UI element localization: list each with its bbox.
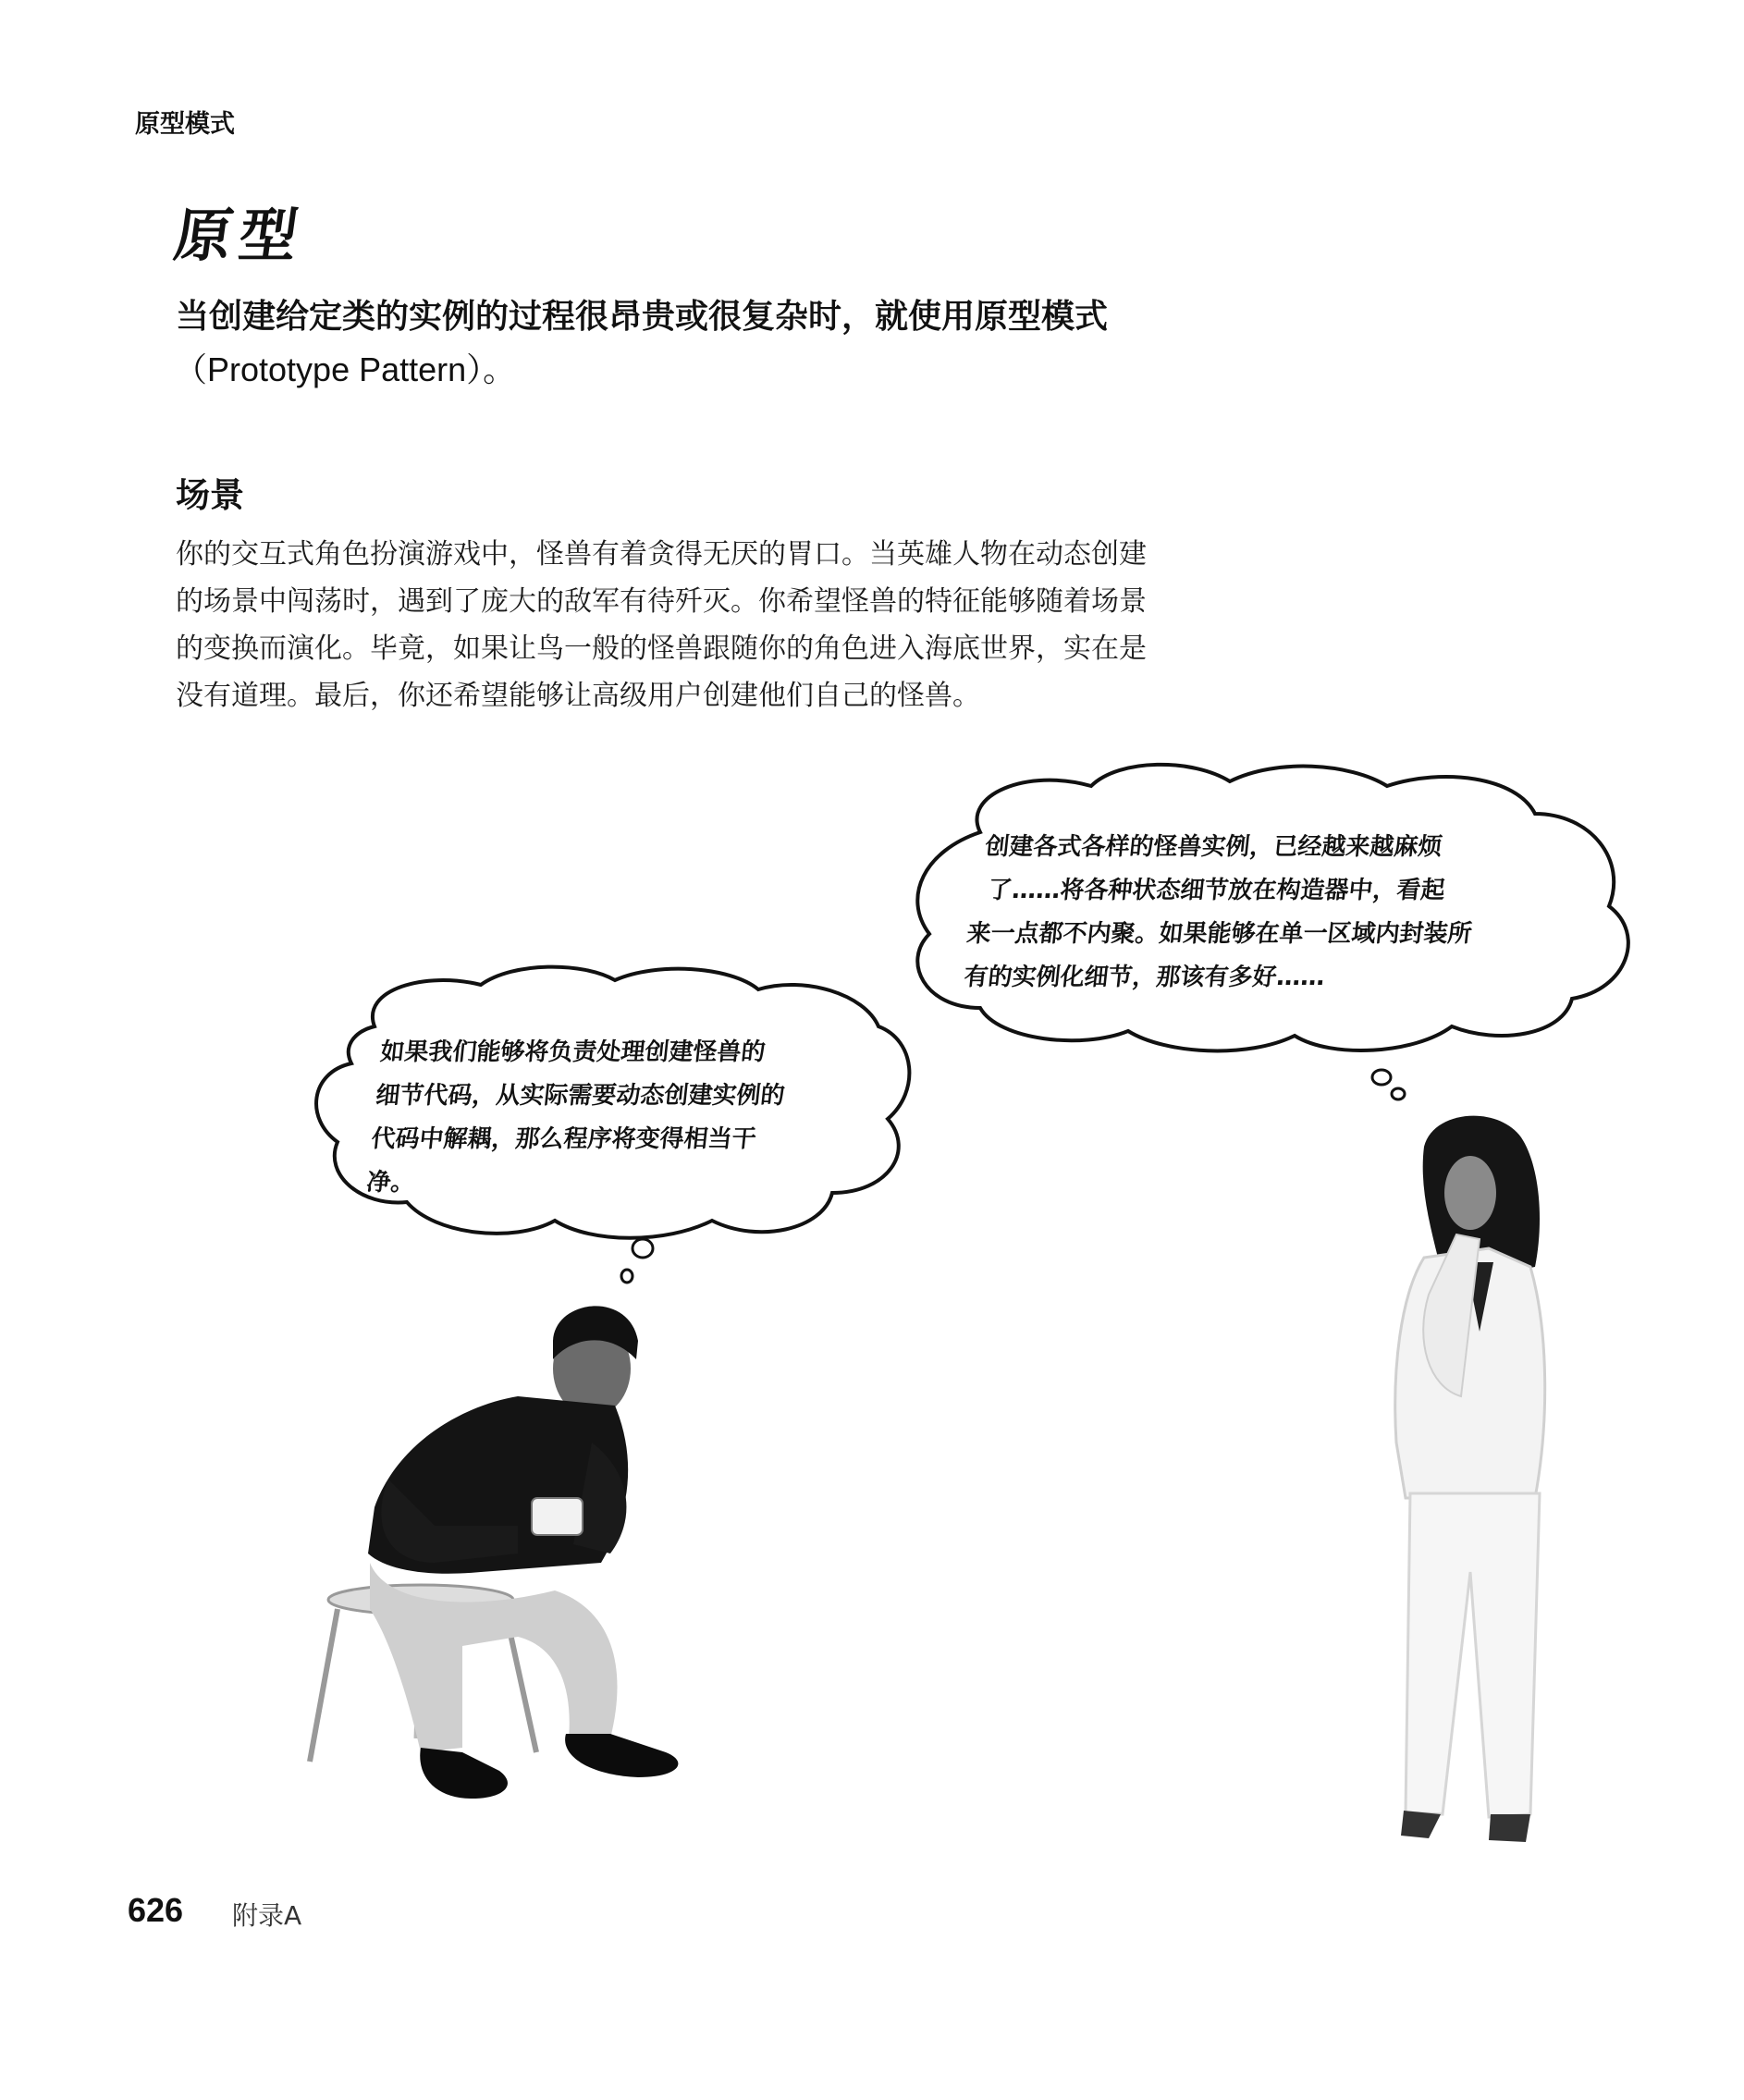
paragraph-line: 没有道理。最后，你还希望能够让高级用户创建他们自己的怪兽。	[176, 680, 980, 712]
intro-statement-continued: （Prototype Pattern）。	[174, 350, 517, 388]
woman-thought-dot	[1372, 1070, 1391, 1085]
chapter-label: 附录A	[232, 1900, 302, 1931]
paragraph-line: 的变换而演化。毕竟，如果让鸟一般的怪兽跟随你的角色进入海底世界，实在是	[176, 632, 1147, 665]
thought-line: 来一点都不内聚。如果能够在单一区域内封装所	[965, 920, 1474, 948]
thought-line: 净。	[365, 1169, 417, 1197]
paragraph-line: 你的交互式角色扮演游戏中，怪兽有着贪得无厌的胃口。当英雄人物在动态创建	[176, 538, 1147, 571]
standing-woman-figure	[1395, 1116, 1545, 1842]
paragraph-line: 的场景中闯荡时，遇到了庞大的敌军有待歼灭。你希望怪兽的特征能够随着场景	[176, 585, 1147, 618]
thought-line: 创建各式各样的怪兽实例，已经越来越麻烦	[983, 833, 1444, 861]
thought-line: 了……将各种状态细节放在构造器中，看起	[986, 877, 1447, 904]
thought-line: 如果我们能够将负责处理创建怪兽的	[378, 1038, 768, 1066]
thought-line: 细节代码，从实际需要动态创建实例的	[374, 1082, 787, 1110]
page-number: 626	[128, 1891, 184, 1929]
scenario-heading: 场景	[176, 475, 244, 515]
seated-man-figure	[310, 1306, 678, 1799]
running-header: 原型模式	[135, 110, 235, 139]
thought-line: 代码中解耦，那么程序将变得相当干	[370, 1125, 758, 1153]
thought-line: 有的实例化细节，那该有多好……	[963, 964, 1327, 991]
woman-thought-dot	[1392, 1088, 1405, 1099]
intro-statement: 当创建给定类的实例的过程很昂贵或很复杂时，就使用原型模式	[176, 298, 1109, 336]
woman-thought-text	[963, 826, 1483, 1000]
man-thought-dot	[633, 1239, 653, 1258]
section-title: 原型	[170, 202, 310, 269]
man-thought-dot	[621, 1270, 633, 1283]
man-thought-text	[364, 1031, 792, 1205]
